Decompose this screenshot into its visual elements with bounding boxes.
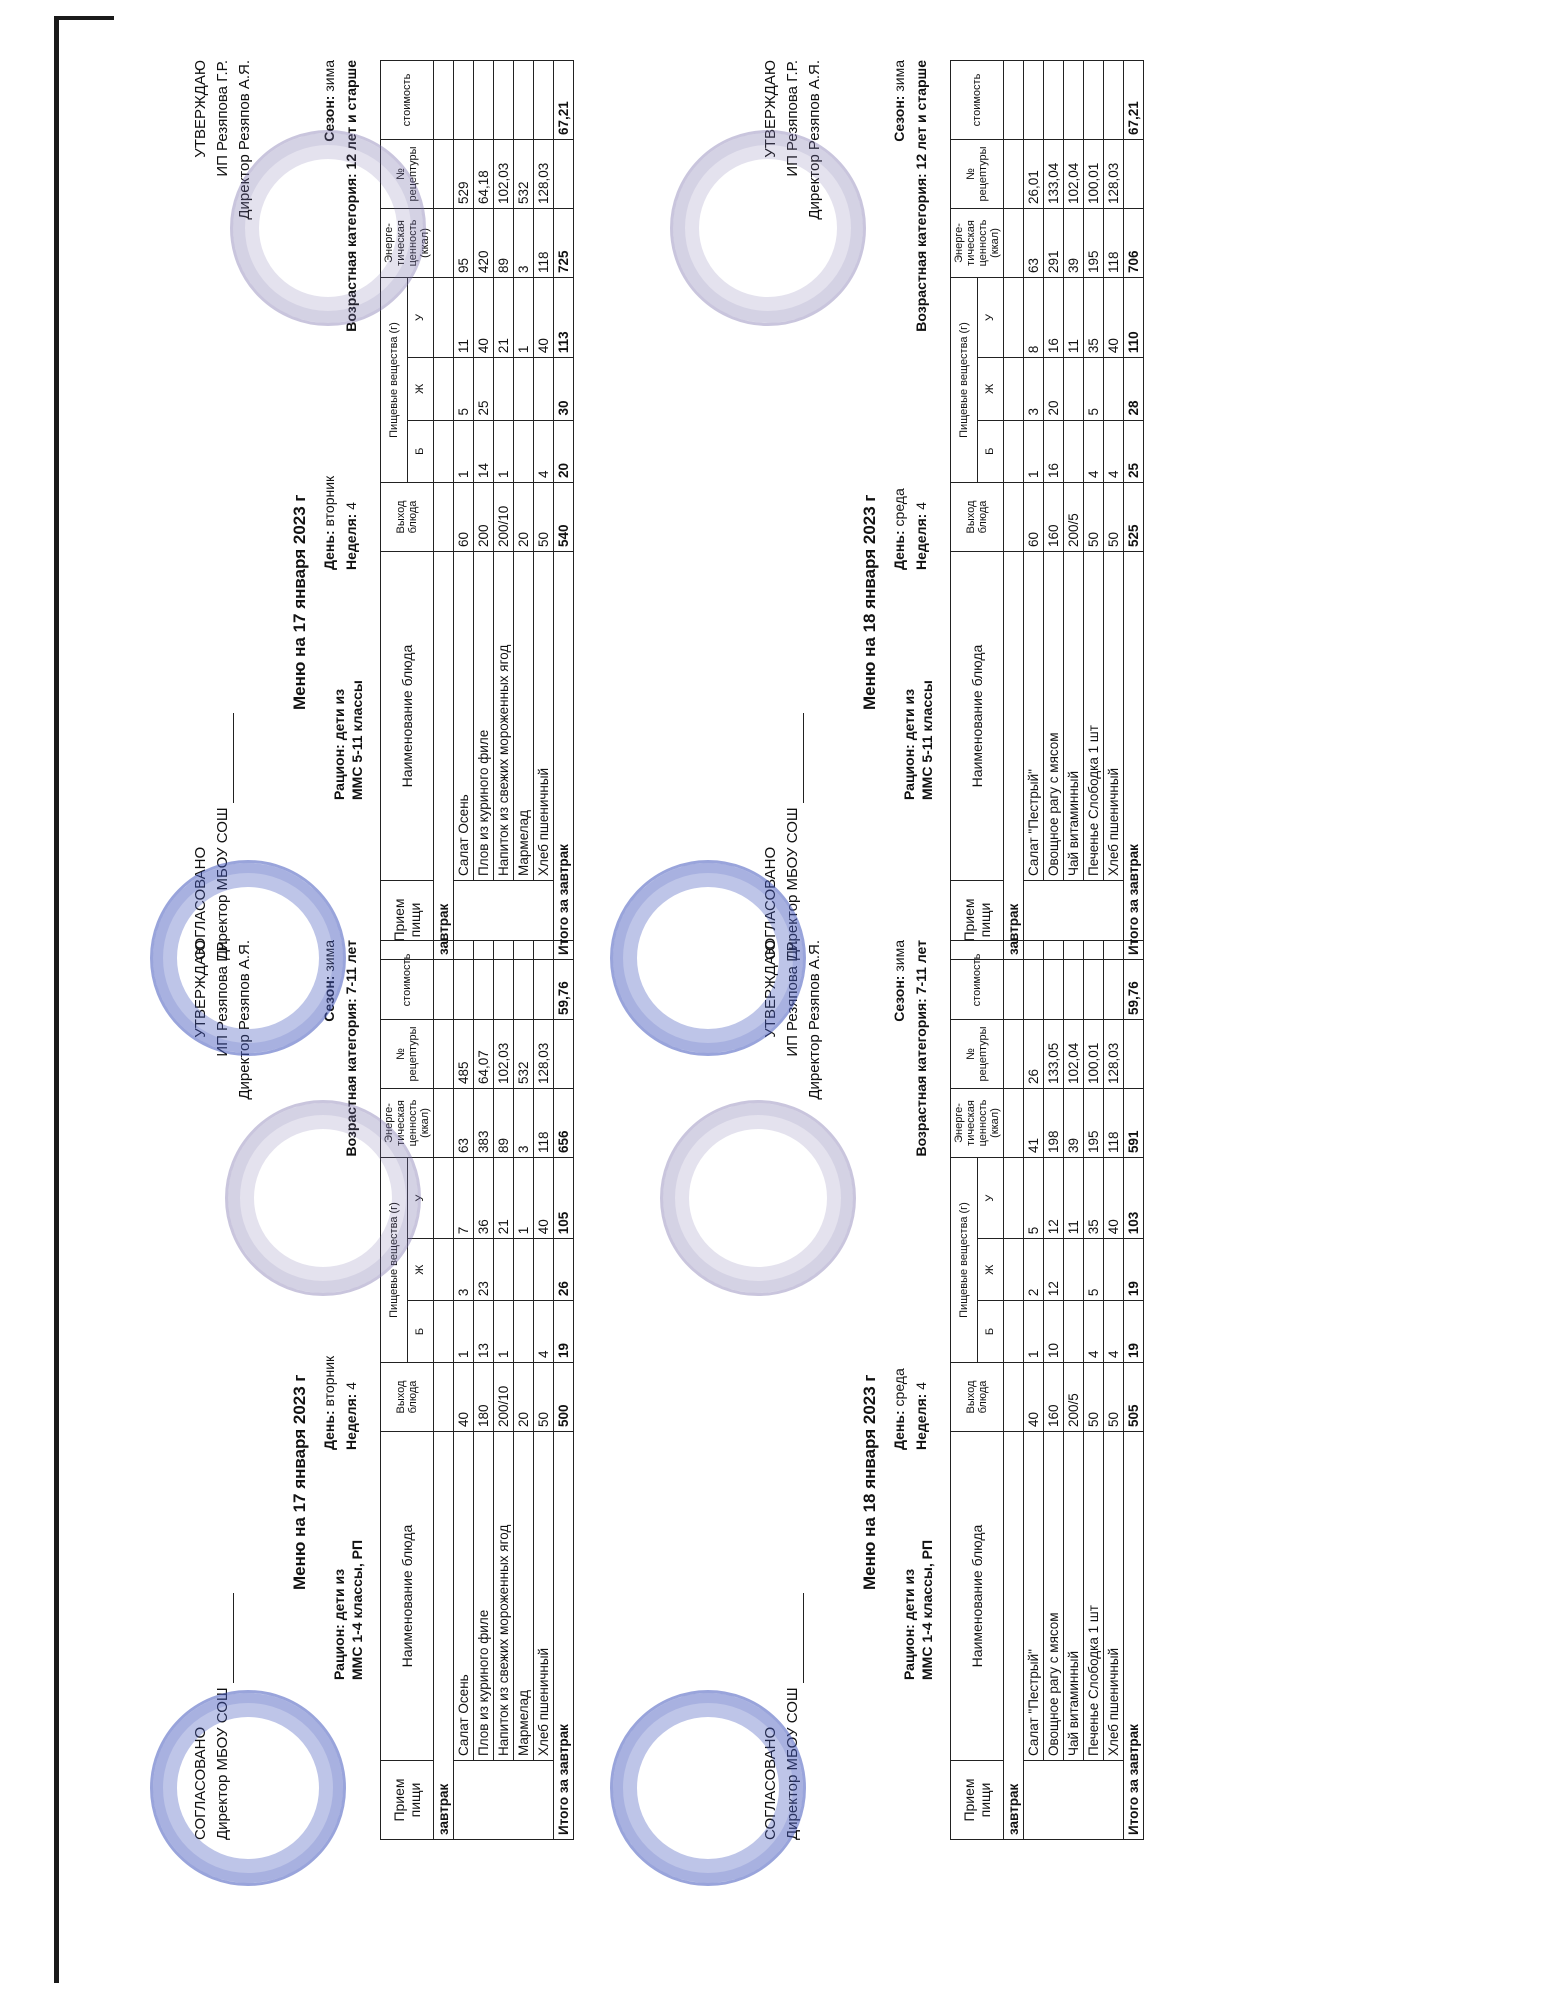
value-cell: 25 bbox=[474, 358, 494, 420]
value-cell: 532 bbox=[514, 1020, 534, 1089]
dish-name: Напиток из свежих мороженных ягод bbox=[494, 552, 514, 881]
value-cell: 50 bbox=[1084, 483, 1104, 552]
value-cell: 12 bbox=[1044, 1239, 1064, 1301]
value-cell: 16 bbox=[1044, 420, 1064, 482]
value-cell: 50 bbox=[1104, 1363, 1124, 1432]
seal-stamp bbox=[610, 1690, 806, 1886]
table-row bbox=[534, 941, 554, 1840]
value-cell: 16 bbox=[1044, 278, 1064, 358]
value-cell: 35 bbox=[1084, 1158, 1104, 1239]
dish-name: Салат Осень bbox=[454, 1432, 474, 1761]
table-row bbox=[494, 61, 514, 960]
value-cell bbox=[1084, 61, 1104, 140]
total-row: Итого за завтрак 540 20 30 113 725 67,21 bbox=[554, 61, 574, 960]
value-cell: 118 bbox=[534, 1089, 554, 1158]
value-cell: 23 bbox=[474, 1239, 494, 1301]
value-cell bbox=[534, 61, 554, 140]
value-cell: 1 bbox=[454, 1301, 474, 1363]
table-row bbox=[454, 941, 474, 1840]
approve-title: УТВЕРЖДАЮ bbox=[762, 60, 779, 158]
value-cell: 1 bbox=[494, 420, 514, 482]
value-cell: 3 bbox=[514, 1089, 534, 1158]
value-cell bbox=[1044, 61, 1064, 140]
menu-title: Меню на 17 января 2023 г bbox=[290, 494, 309, 710]
approve-who: ИП Резяпова Г.Р. bbox=[214, 60, 231, 177]
approve-director: Директор Резяпов А.Я. bbox=[806, 60, 823, 220]
value-cell: 50 bbox=[1084, 1363, 1104, 1432]
value-cell: 40 bbox=[534, 1158, 554, 1239]
value-cell: 485 bbox=[454, 1020, 474, 1089]
menu-table: Прием пищи Наименование блюда Выход блюда Пищевые вещества (г) Энерге-тическая ценность (ккал) № рецептуры стоимость Б Ж У завтрак Салат "Пестрый" 60 1 3 8 63 26,01 Овощное рагу с мясом 160 16 20 16 291 133,04 Чай витаминный 200/5 11 39 102,04 Печенье Слободка 1 шт 50 4 5 35 195 100,01 Хлеб пшеничный 50 4 40 118 128,03 Итого за завтрак 525 25 28 110 706 67,21 bbox=[950, 60, 1144, 960]
value-cell: 89 bbox=[494, 1089, 514, 1158]
value-cell: 4 bbox=[534, 420, 554, 482]
value-cell: 40 bbox=[1024, 1363, 1044, 1432]
value-cell: 4 bbox=[1084, 1301, 1104, 1363]
agreed-title: СОГЛАСОВАНО bbox=[762, 846, 779, 960]
menu-title: Меню на 18 января 2023 г bbox=[860, 494, 879, 710]
season-age: Сезон: зима Возрастная категория: 12 лет и старше bbox=[321, 60, 359, 332]
dish-name: Плов из куриного филе bbox=[474, 552, 494, 881]
approve-who: ИП Резяпова Г.Р. bbox=[784, 940, 801, 1057]
value-cell: 1 bbox=[1024, 420, 1044, 482]
table-row bbox=[474, 941, 494, 1840]
dish-name: Чай витаминный bbox=[1064, 1432, 1084, 1761]
value-cell: 60 bbox=[1024, 483, 1044, 552]
approve-title: УТВЕРЖДАЮ bbox=[762, 940, 779, 1038]
total-row: Итого за завтрак 505 19 19 103 591 59,76 bbox=[1124, 941, 1144, 1840]
seal-stamp bbox=[610, 860, 806, 1056]
value-cell: 128,03 bbox=[534, 1020, 554, 1089]
ration: Рацион: дети из ММС 1-4 классы, РП bbox=[901, 1539, 935, 1680]
dish-name: Хлеб пшеничный bbox=[534, 1432, 554, 1761]
dish-name: Печенье Слободка 1 шт bbox=[1084, 1432, 1104, 1761]
value-cell: 21 bbox=[494, 1158, 514, 1239]
value-cell: 3 bbox=[454, 1239, 474, 1301]
value-cell: 1 bbox=[494, 1301, 514, 1363]
dish-name: Овощное рагу с мясом bbox=[1044, 552, 1064, 881]
value-cell: 133,05 bbox=[1044, 1020, 1064, 1089]
approve-director: Директор Резяпов А.Я. bbox=[236, 940, 253, 1100]
ration: Рацион: дети из ММС 5-11 классы bbox=[331, 680, 365, 800]
table-row bbox=[514, 941, 534, 1840]
season-age: Сезон: зима Возрастная категория: 7-11 лет bbox=[321, 940, 359, 1157]
value-cell: 200 bbox=[474, 483, 494, 552]
dish-name: Чай витаминный bbox=[1064, 552, 1084, 881]
approve-title: УТВЕРЖДАЮ bbox=[192, 940, 209, 1038]
value-cell: 118 bbox=[1104, 209, 1124, 278]
day-week: День: среда Неделя: 4 bbox=[891, 1368, 929, 1450]
value-cell: 11 bbox=[1064, 1158, 1084, 1239]
dish-name: Плов из куриного филе bbox=[474, 1432, 494, 1761]
value-cell: 11 bbox=[1064, 278, 1084, 358]
value-cell: 133,04 bbox=[1044, 140, 1064, 209]
value-cell: 14 bbox=[474, 420, 494, 482]
table-row bbox=[1104, 941, 1124, 1840]
table-row bbox=[1044, 61, 1064, 960]
value-cell: 35 bbox=[1084, 278, 1104, 358]
value-cell: 39 bbox=[1064, 209, 1084, 278]
table-row bbox=[1024, 941, 1044, 1840]
table-row bbox=[514, 61, 534, 960]
value-cell: 39 bbox=[1064, 1089, 1084, 1158]
seal-stamp bbox=[150, 860, 346, 1056]
value-cell: 383 bbox=[474, 1089, 494, 1158]
seal-stamp bbox=[230, 130, 426, 326]
binder-edge bbox=[54, 18, 59, 1983]
value-cell: 40 bbox=[1104, 278, 1124, 358]
menu-table: Прием пищи Наименование блюда Выход блюда Пищевые вещества (г) Энерге-тическая ценность (ккал) № рецептуры стоимость Б Ж У завтрак Салат "Пестрый" 40 1 2 5 41 26 Овощное рагу с мясом 160 10 12 12 198 133,05 Чай витаминный 200/5 11 39 102,04 Печенье Слободка 1 шт 50 4 5 35 195 100,01 Хлеб пшеничный 50 4 40 118 128,03 Итого за завтрак 505 19 19 103 591 59,76 bbox=[950, 940, 1144, 1840]
table-row bbox=[534, 61, 554, 960]
dish-name: Мармелад bbox=[514, 552, 534, 881]
dish-name: Мармелад bbox=[514, 1432, 534, 1761]
value-cell: 5 bbox=[1024, 1158, 1044, 1239]
dish-name: Салат Осень bbox=[454, 552, 474, 881]
value-cell: 36 bbox=[474, 1158, 494, 1239]
value-cell: 198 bbox=[1044, 1089, 1064, 1158]
value-cell: 20 bbox=[514, 483, 534, 552]
value-cell: 20 bbox=[514, 1363, 534, 1432]
value-cell: 118 bbox=[1104, 1089, 1124, 1158]
value-cell: 100,01 bbox=[1084, 140, 1104, 209]
value-cell: 291 bbox=[1044, 209, 1064, 278]
seal-stamp bbox=[660, 1100, 856, 1296]
value-cell: 160 bbox=[1044, 483, 1064, 552]
meal-cell bbox=[454, 881, 554, 960]
value-cell: 1 bbox=[454, 420, 474, 482]
ration: Рацион: дети из ММС 5-11 классы bbox=[901, 680, 935, 800]
value-cell: 7 bbox=[454, 1158, 474, 1239]
table-row bbox=[1084, 61, 1104, 960]
seal-stamp bbox=[225, 1100, 421, 1296]
value-cell bbox=[514, 61, 534, 140]
approve-title: УТВЕРЖДАЮ bbox=[192, 60, 209, 158]
value-cell: 195 bbox=[1084, 1089, 1104, 1158]
meal-label: завтрак bbox=[434, 1432, 454, 1840]
dish-name: Печенье Слободка 1 шт bbox=[1084, 552, 1104, 881]
table-row bbox=[1104, 61, 1124, 960]
dish-name: Хлеб пшеничный bbox=[1104, 552, 1124, 881]
table-row bbox=[494, 941, 514, 1840]
table-row bbox=[474, 61, 494, 960]
value-cell bbox=[474, 61, 494, 140]
value-cell bbox=[514, 420, 534, 482]
value-cell: 4 bbox=[534, 1301, 554, 1363]
value-cell: 8 bbox=[1024, 278, 1044, 358]
value-cell: 2 bbox=[1024, 1239, 1044, 1301]
value-cell: 20 bbox=[1044, 358, 1064, 420]
value-cell bbox=[1024, 61, 1044, 140]
value-cell: 100,01 bbox=[1084, 1020, 1104, 1089]
agreed-title: СОГЛАСОВАНО bbox=[762, 1726, 779, 1840]
value-cell: 195 bbox=[1084, 209, 1104, 278]
value-cell bbox=[1064, 358, 1084, 420]
value-cell: 41 bbox=[1024, 1089, 1044, 1158]
meal-cell bbox=[1024, 1761, 1124, 1840]
value-cell: 1 bbox=[514, 278, 534, 358]
value-cell: 128,03 bbox=[534, 140, 554, 209]
value-cell: 102,03 bbox=[494, 1020, 514, 1089]
approve-director: Директор Резяпов А.Я. bbox=[236, 60, 253, 220]
value-cell: 102,03 bbox=[494, 140, 514, 209]
value-cell: 529 bbox=[454, 140, 474, 209]
value-cell: 95 bbox=[454, 209, 474, 278]
approve-director: Директор Резяпов А.Я. bbox=[806, 940, 823, 1100]
value-cell: 102,04 bbox=[1064, 140, 1084, 209]
value-cell: 60 bbox=[454, 483, 474, 552]
value-cell bbox=[534, 1239, 554, 1301]
value-cell: 5 bbox=[454, 358, 474, 420]
agreed-who: Директор МБОУ СОШ bbox=[212, 1593, 234, 1840]
value-cell: 102,04 bbox=[1064, 1020, 1084, 1089]
dish-name: Хлеб пшеничный bbox=[1104, 1432, 1124, 1761]
approve-who: ИП Резяпова Г.Р. bbox=[784, 60, 801, 177]
season-age: Сезон: зима Возрастная категория: 12 лет и старше bbox=[891, 60, 929, 332]
value-cell: 64,07 bbox=[474, 1020, 494, 1089]
meal-cell bbox=[454, 1761, 554, 1840]
value-cell: 532 bbox=[514, 140, 534, 209]
value-cell bbox=[1064, 61, 1084, 140]
dish-name: Хлеб пшеничный bbox=[534, 552, 554, 881]
value-cell: 200/10 bbox=[494, 1363, 514, 1432]
agreed-title: СОГЛАСОВАНО bbox=[192, 846, 209, 960]
menu-sheet bbox=[760, 940, 1260, 1840]
day-week: День: вторник Неделя: 4 bbox=[321, 1355, 359, 1450]
agreed-title: СОГЛАСОВАНО bbox=[192, 1726, 209, 1840]
value-cell: 160 bbox=[1044, 1363, 1064, 1432]
value-cell: 12 bbox=[1044, 1158, 1064, 1239]
value-cell: 118 bbox=[534, 209, 554, 278]
value-cell: 50 bbox=[534, 483, 554, 552]
value-cell: 13 bbox=[474, 1301, 494, 1363]
value-cell: 3 bbox=[1024, 358, 1044, 420]
seal-stamp bbox=[150, 1690, 346, 1886]
table-row bbox=[1064, 61, 1084, 960]
value-cell: 4 bbox=[1104, 420, 1124, 482]
agreed-who: Директор МБОУ СОШ bbox=[212, 713, 234, 960]
value-cell: 50 bbox=[534, 1363, 554, 1432]
menu-table: Прием пищи Наименование блюда Выход блюда Пищевые вещества (г) Энерге-тическая ценность (ккал) № рецептуры стоимость Б Ж У завтрак Салат Осень 60 1 5 11 95 529 Плов из куриного филе 200 14 25 40 420 64,18 Напиток из свежих мороженных ягод 200/10 1 21 89 102,03 Мармелад 20 1 3 532 Хлеб пшеничный 50 4 40 118 128,03 Итого за завтрак 540 20 30 113 725 67,21 bbox=[380, 60, 574, 960]
agreed-who: Директор МБОУ СОШ bbox=[782, 713, 804, 960]
value-cell: 5 bbox=[1084, 358, 1104, 420]
value-cell bbox=[1064, 1239, 1084, 1301]
menu-title: Меню на 18 января 2023 г bbox=[860, 1374, 879, 1590]
value-cell: 50 bbox=[1104, 483, 1124, 552]
total-row: Итого за завтрак 525 25 28 110 706 67,21 bbox=[1124, 61, 1144, 960]
value-cell: 1 bbox=[1024, 1301, 1044, 1363]
value-cell bbox=[514, 358, 534, 420]
meal-cell bbox=[1024, 881, 1124, 960]
meal-label: завтрак bbox=[434, 552, 454, 960]
seal-stamp bbox=[670, 130, 866, 326]
value-cell bbox=[1064, 1301, 1084, 1363]
value-cell: 26,01 bbox=[1024, 140, 1044, 209]
binder-edge-top bbox=[54, 16, 114, 20]
value-cell: 26 bbox=[1024, 1020, 1044, 1089]
value-cell: 5 bbox=[1084, 1239, 1104, 1301]
value-cell: 89 bbox=[494, 209, 514, 278]
meal-label: завтрак bbox=[1004, 552, 1024, 960]
table-row bbox=[1064, 941, 1084, 1840]
value-cell bbox=[494, 358, 514, 420]
value-cell: 63 bbox=[454, 1089, 474, 1158]
table-row bbox=[1024, 61, 1044, 960]
value-cell: 180 bbox=[474, 1363, 494, 1432]
dish-name: Салат "Пестрый" bbox=[1024, 1432, 1044, 1761]
value-cell: 3 bbox=[514, 209, 534, 278]
value-cell bbox=[494, 61, 514, 140]
value-cell: 11 bbox=[454, 278, 474, 358]
day-week: День: вторник Неделя: 4 bbox=[321, 475, 359, 570]
value-cell: 4 bbox=[1084, 420, 1104, 482]
value-cell: 200/5 bbox=[1064, 1363, 1084, 1432]
meal-label: завтрак bbox=[1004, 1432, 1024, 1840]
value-cell: 40 bbox=[454, 1363, 474, 1432]
day-week: День: среда Неделя: 4 bbox=[891, 488, 929, 570]
total-row: Итого за завтрак 500 19 26 105 656 59,76 bbox=[554, 941, 574, 1840]
value-cell bbox=[514, 1239, 534, 1301]
menu-title: Меню на 17 января 2023 г bbox=[290, 1374, 309, 1590]
value-cell bbox=[1104, 358, 1124, 420]
value-cell: 200/5 bbox=[1064, 483, 1084, 552]
table-row bbox=[1084, 941, 1104, 1840]
ration: Рацион: дети из ММС 1-4 классы, РП bbox=[331, 1539, 365, 1680]
dish-name: Овощное рагу с мясом bbox=[1044, 1432, 1064, 1761]
value-cell: 420 bbox=[474, 209, 494, 278]
menu-table: Прием пищи Наименование блюда Выход блюда Пищевые вещества (г) Энерге-тическая ценность (ккал) № рецептуры стоимость Б Ж У завтрак Салат Осень 40 1 3 7 63 485 Плов из куриного филе 180 13 23 36 383 64,07 Напиток из свежих мороженных ягод 200/10 1 21 89 102,03 Мармелад 20 1 3 532 Хлеб пшеничный 50 4 40 118 128,03 Итого за завтрак 500 19 26 105 656 59,76 bbox=[380, 940, 574, 1840]
value-cell: 200/10 bbox=[494, 483, 514, 552]
value-cell bbox=[494, 1239, 514, 1301]
value-cell bbox=[1064, 420, 1084, 482]
value-cell: 1 bbox=[514, 1158, 534, 1239]
agreed-who: Директор МБОУ СОШ bbox=[782, 1593, 804, 1840]
value-cell bbox=[534, 358, 554, 420]
dish-name: Напиток из свежих мороженных ягод bbox=[494, 1432, 514, 1761]
value-cell: 63 bbox=[1024, 209, 1044, 278]
dish-name: Салат "Пестрый" bbox=[1024, 552, 1044, 881]
value-cell bbox=[1104, 1239, 1124, 1301]
value-cell: 40 bbox=[1104, 1158, 1124, 1239]
value-cell: 40 bbox=[474, 278, 494, 358]
table-row bbox=[454, 61, 474, 960]
table-row bbox=[1044, 941, 1064, 1840]
value-cell: 4 bbox=[1104, 1301, 1124, 1363]
value-cell bbox=[454, 61, 474, 140]
value-cell: 64,18 bbox=[474, 140, 494, 209]
approve-who: ИП Резяпова Г.Р. bbox=[214, 940, 231, 1057]
season-age: Сезон: зима Возрастная категория: 7-11 лет bbox=[891, 940, 929, 1157]
value-cell bbox=[1104, 61, 1124, 140]
value-cell bbox=[514, 1301, 534, 1363]
value-cell: 21 bbox=[494, 278, 514, 358]
value-cell: 128,03 bbox=[1104, 1020, 1124, 1089]
value-cell: 10 bbox=[1044, 1301, 1064, 1363]
value-cell: 128,03 bbox=[1104, 140, 1124, 209]
value-cell: 40 bbox=[534, 278, 554, 358]
